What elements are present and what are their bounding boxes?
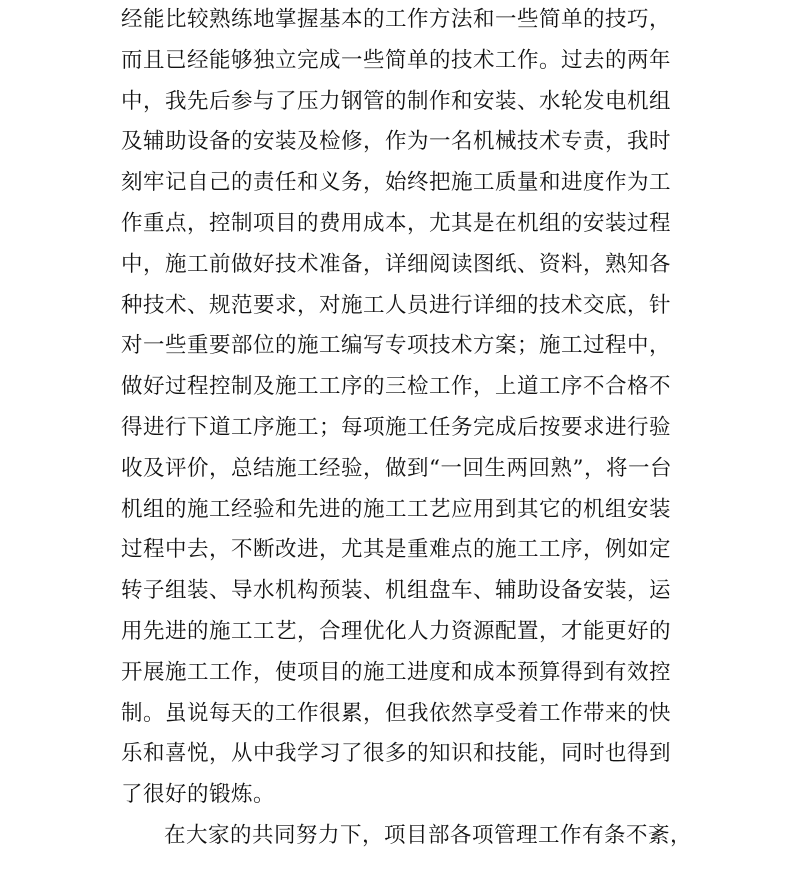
text-line: 刻牢记自己的责任和义务，始终把施工质量和进度作为工 [121, 170, 672, 196]
paragraph-team-effort [121, 816, 693, 857]
text-line: 而且已经能够独立完成一些简单的技术工作。过去的两年 [121, 47, 672, 73]
text-line: 用先进的施工工艺，合理优化人力资源配置，才能更好的 [121, 618, 672, 644]
text-line: 种技术、规范要求，对施工人员进行详细的技术交底，针 [121, 292, 672, 318]
text-line: 经能比较熟练地掌握基本的工作方法和一些简单的技巧， [121, 7, 672, 32]
text-line: 收及评价，总结施工经验，做到“一回生两回熟”，将一台 [121, 455, 672, 481]
text-line: 及辅助设备的安装及检修，作为一名机械技术专责，我时 [121, 129, 672, 155]
text-line: 中，施工前做好技术准备，详细阅读图纸、资料，熟知各 [121, 251, 672, 277]
text-line: 机组的施工经验和先进的施工工艺应用到其它的机组安装 [121, 496, 672, 522]
document-body-text [121, 0, 693, 857]
text-line: 对一些重要部位的施工编写专项技术方案；施工过程中， [121, 333, 672, 359]
text-line: 做好过程控制及施工工序的三检工作，上道工序不合格不 [121, 374, 672, 400]
text-line: 乐和喜悦，从中我学习了很多的知识和技能，同时也得到 [121, 741, 672, 767]
text-line: 转子组装、导水机构预装、机组盘车、辅助设备安装，运 [121, 578, 672, 604]
text-line: 了很好的锻炼。 [121, 782, 276, 808]
text-line: 在大家的共同努力下，项目部各项管理工作有条不紊， [164, 822, 693, 848]
paragraph-work-experience [121, 0, 681, 816]
text-line: 制。虽说每天的工作很累，但我依然享受着工作带来的快 [121, 700, 672, 726]
text-line: 得进行下道工序施工；每项施工任务完成后按要求进行验 [121, 414, 672, 440]
text-line: 过程中去，不断改进，尤其是重难点的施工工序，例如定 [121, 537, 672, 563]
text-line: 作重点，控制项目的费用成本，尤其是在机组的安装过程 [121, 210, 672, 236]
text-line: 中，我先后参与了压力钢管的制作和安装、水轮发电机组 [121, 88, 672, 114]
text-line: 开展施工工作，使项目的施工进度和成本预算得到有效控 [121, 659, 672, 685]
